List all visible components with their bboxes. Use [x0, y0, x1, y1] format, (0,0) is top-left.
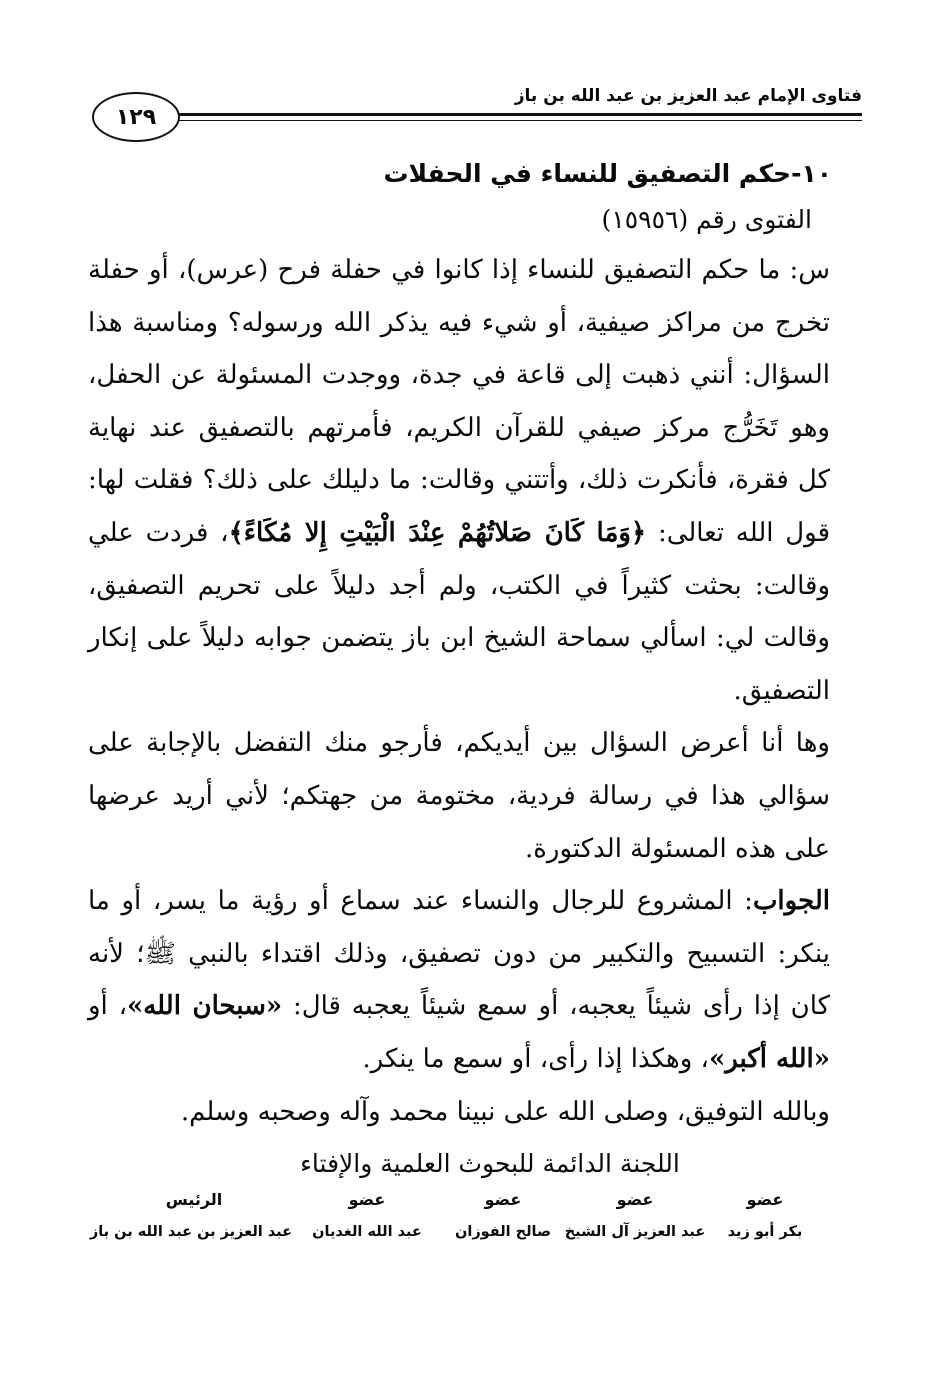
signatory-role: عضو [746, 1190, 784, 1209]
signatory-2 [560, 1188, 710, 1244]
book-title: فتاوى الإمام عبد العزيز بن عبد الله بن باز [507, 86, 862, 106]
answer-text-middle: ؛ لأنه كان إذا رأى شيئاً يعجبه، أو سمع شيئاً يعجبه قال: [88, 938, 831, 1022]
committee-title: اللجنة الدائمة للبحوث العلمية والإفتاء [300, 1148, 680, 1178]
signatory-name: عبد الله الغديان [312, 1224, 422, 1240]
question-text: س: ما حكم التصفيق للنساء إذا كانوا في حفلة فرح (عرس)، أو حفلة تخرج من مراكز صيفية، أو شيء فيه يذكر الله ورسوله؟ ومناسبة هذا السؤال: أنني ذهبت إلى قاعة في جدة، ووجدت المسئولة عن الحفل، وهو تَخَرُّج مركز صيفي للقرآن الكريم، فأمرتهم بالتصفيق عند نهاية كل فقرة، فأنكرت ذلك، وأتتني وقالت: ما دليلك على ذلك؟ فقلت لها: قول الله تعالى: [88, 255, 830, 548]
signatory-name: بكر أبو زيد [727, 1224, 803, 1240]
signatory-role: عضو [616, 1190, 654, 1209]
signatory-role: عضو [484, 1190, 522, 1209]
answer-label: الجواب [752, 886, 830, 917]
signatory-name: عبد العزيز بن عبد الله بن باز [89, 1224, 292, 1240]
quran-verse: ﴿وَمَا كَانَ صَلاتُهُمْ عِنْدَ الْبَيْتِ إِلا مُكَاءً﴾ [228, 517, 647, 548]
signatory-role: عضو [348, 1190, 386, 1209]
fatwa-number: الفتوى رقم (١٥٩٥٦) [601, 205, 812, 234]
header-rule-thick [176, 113, 862, 116]
answer-text-or: ، أو [88, 991, 127, 1022]
signatures-block [89, 1188, 840, 1258]
salawat-symbol: ﷺ [144, 938, 176, 969]
question-paragraph [88, 244, 852, 717]
header-rule-thin [176, 120, 862, 121]
answer-paragraph [88, 875, 852, 1085]
page-header [92, 88, 862, 150]
page-content [88, 152, 852, 1190]
signatory-name: صالح الفوزان [454, 1224, 552, 1240]
signatory-president [89, 1188, 292, 1244]
signatory-role: الرئيس [165, 1190, 223, 1209]
signatory-3 [428, 1188, 578, 1244]
signatory-name: عبد العزيز آل الشيخ [564, 1224, 706, 1240]
question-text-continued: ، فردت علي وقالت: بحثت كثيراً في الكتب، ولم أجد دليلاً على تحريم التصفيق، وقالت لي: اسألي سماحة الشيخ ابن باز يتضمن جوابه دليلاً على إنكار التصفيق. [88, 517, 830, 706]
quote-subhan-allah: «سبحان الله» [126, 991, 283, 1022]
page-number: ١٢٩ [92, 92, 180, 142]
section-heading: ١٠-حكم التصفيق للنساء في الحفلات [383, 159, 832, 188]
signatory-4 [292, 1188, 442, 1244]
quote-allahu-akbar: «الله أكبر» [708, 1043, 830, 1074]
answer-text-end: ، وهكذا إذا رأى، أو سمع ما ينكر. [362, 1043, 709, 1074]
question-paragraph-2: وها أنا أعرض السؤال بين أيديكم، فأرجو منك التفضل بالإجابة على سؤالي هذا في رسالة فردية، مختومة من جهتكم؛ لأني أريد عرضها على هذه المسئولة الدكتورة. [88, 728, 830, 864]
answer-text: : المشروع للرجال والنساء عند سماع أو رؤية ما يسر، أو ما ينكر: التسبيح والتكبير من دون تصفيق، وذلك اقتداء بالنبي [88, 886, 830, 969]
closing-line: وبالله التوفيق، وصلى الله على نبينا محمد وآله وصحبه وسلم. [180, 1096, 830, 1127]
signatory-1 [690, 1188, 840, 1244]
